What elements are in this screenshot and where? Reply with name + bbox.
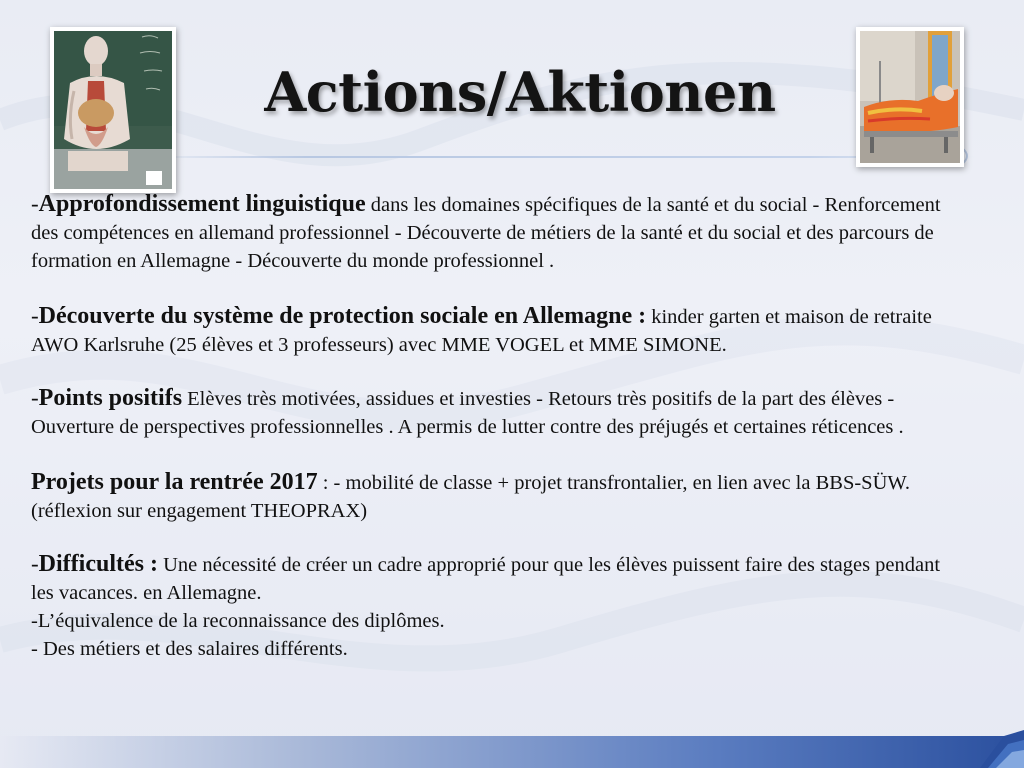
paragraph-text: Elèves très motivées, assidues et investies - Retours très positifs de la part des élèves - Ouverture de perspectives professionnelles . A permis de lutter contre des préjugés et certaines réticences . bbox=[31, 388, 904, 438]
paragraph-approfondissement bbox=[31, 190, 961, 275]
paragraph-difficultes bbox=[31, 550, 961, 607]
difficulty-line-equivalence: -L’équivalence de la reconnaissance des diplômes. bbox=[31, 610, 445, 632]
paragraph-projets bbox=[31, 468, 961, 525]
paragraph-lead: Découverte du système de protection sociale en Allemagne : bbox=[38, 303, 647, 329]
footer-corner-shape bbox=[960, 730, 1024, 768]
paragraph-lead: Difficultés : bbox=[38, 551, 158, 577]
bullet-dash: - bbox=[31, 551, 39, 576]
footer-accent-bar bbox=[0, 736, 1024, 768]
title-underline bbox=[140, 156, 975, 158]
paragraph-lead: Points positifs bbox=[38, 385, 183, 411]
paragraph-text: dans les domaines spécifiques de la santé et du social - Renforcement des compétences en allemand professionnel - Découverte de métiers de la santé et du social et des parcours de formation en Allemagne - Découverte du monde professionnel . bbox=[31, 194, 941, 272]
slide-body bbox=[31, 190, 961, 663]
bullet-dash: - bbox=[31, 303, 39, 328]
difficulty-line-metiers: - Des métiers et des salaires différents. bbox=[31, 638, 348, 660]
anatomy-model-photo bbox=[50, 27, 176, 193]
bullet-dash: - bbox=[31, 191, 39, 216]
slide-title: Actions/Aktionen bbox=[264, 60, 776, 124]
paragraph-text: kinder garten et maison de retraite AWO Karlsruhe (25 élèves et 3 professeurs) avec MME VOGEL et MME SIMONE. bbox=[31, 306, 932, 356]
bullet-dash: - bbox=[31, 385, 39, 410]
paragraph-lead: Projets pour la rentrée 2017 bbox=[31, 469, 318, 495]
paragraph-text: : - mobilité de classe + projet transfrontalier, en lien avec la BBS-SÜW. (réflexion sur engagement THEOPRAX) bbox=[31, 472, 910, 522]
paragraph-points-positifs bbox=[31, 384, 961, 441]
paragraph-lead: Approfondissement linguistique bbox=[38, 191, 366, 217]
paragraph-text: Une nécessité de créer un cadre approprié pour que les élèves puissent faire des stages pendant les vacances. en Allemagne. bbox=[31, 554, 941, 604]
hospital-bed-photo bbox=[856, 27, 964, 167]
paragraph-decouverte bbox=[31, 302, 961, 359]
